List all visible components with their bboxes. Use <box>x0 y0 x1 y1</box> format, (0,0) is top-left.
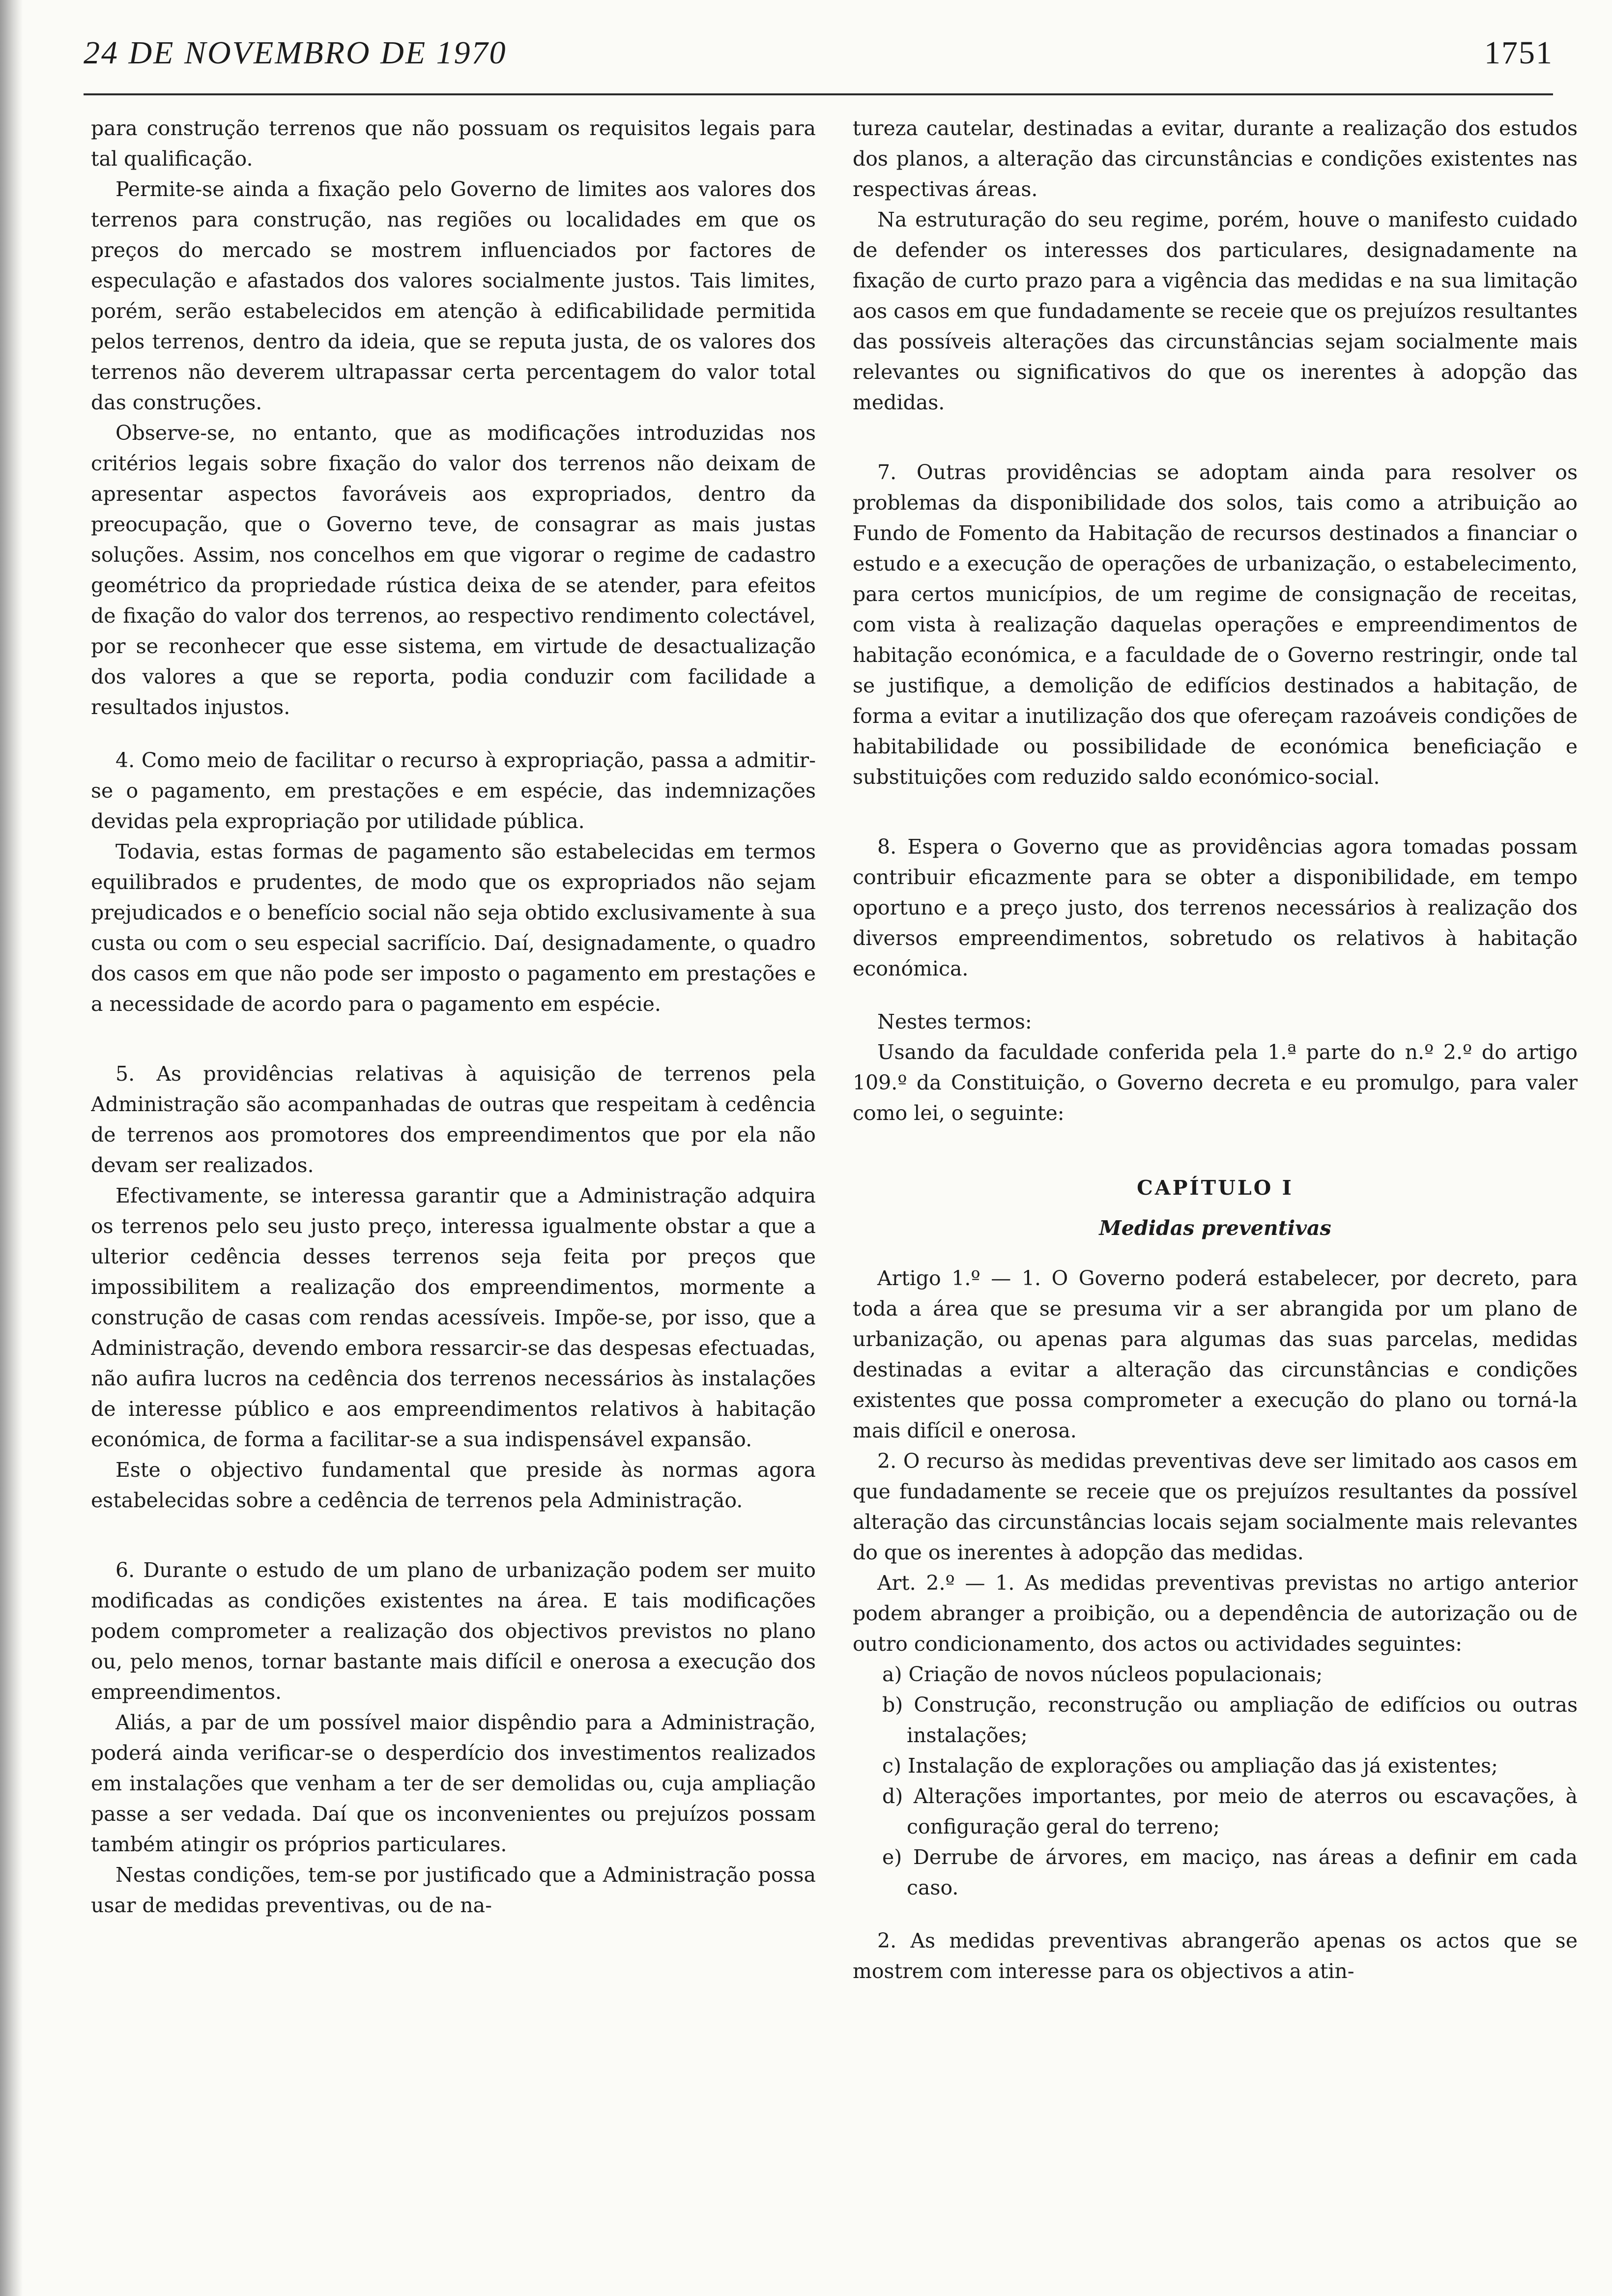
article-1-paragraph-2: 2. O recurso às medidas preventivas deve ser limitado aos casos em que fundadamente se receie que os prejuízos resultantes da possível alteração das circunstâncias locais sejam socialmente mais relevantes do que os inerentes à adopção das medidas. <box>853 1449 1578 1564</box>
paragraph: Na estruturação do seu regime, porém, houve o manifesto cuidado de defender os interesses dos particulares, designadamente na fixação de curto prazo para a vigência das medidas e na sua limitação aos casos em que fundadamente se receie que os prejuízos resultantes das possíveis alterações das circunstâncias sejam socialmente mais relevantes ou significativos do que os inerentes à adopção das medidas. <box>853 208 1578 414</box>
paragraph: Permite-se ainda a fixação pelo Governo de limites aos valores dos terrenos para construção, nas regiões ou localidades em que os preços do mercado se mostrem influenciados por factores de especulação e afastados dos valores socialmente justos. Tais limites, porém, serão estabelecidos em atenção à edificabilidade permitida pelos terrenos, dentro da ideia, que se reputa justa, de os valores dos terrenos não deverem ultrapassar certa percentagem do valor total das construções. <box>91 177 816 414</box>
section-paragraph-7: 7. Outras providências se adoptam ainda para resolver os problemas da disponibilidade dos solos, tais como a atribuição ao Fundo de Fomento da Habitação de recursos destinados a financiar o estudo e a execução de operações de urbanização, o estabelecimento, para certos municípios, de um regime de consignação de receitas, com vista à realização daquelas operações e empreendimentos de habitação económica, e a faculdade de o Governo restringir, onde tal se justifique, a demolição de edifícios destinados a habitação, de forma a evitar a inutilização dos que ofereçam razoáveis condições de habitabilidade ou possibilidade de económica beneficiação e substituições com reduzido saldo económico-social. <box>853 460 1578 789</box>
section-paragraph-4: 4. Como meio de facilitar o recurso à expropriação, passa a admitir-se o pagamento, em prestações e em espécie, das indemnizações devidas pela expropriação por utilidade pública. <box>91 748 816 833</box>
header-rule <box>84 93 1553 95</box>
section-paragraph-8: 8. Espera o Governo que as providências agora tomadas possam contribuir eficazmente para se obter a disponibilidade, em tempo oportuno e a preço justo, dos terrenos necessários à realização dos diversos empreendimentos, sobretudo os relativos à habitação económica. <box>853 835 1578 980</box>
running-header <box>84 34 1553 84</box>
scan-edge-shadow <box>0 0 23 2296</box>
paragraph: para construção terrenos que não possuam os requisitos legais para tal qualificação. <box>91 116 816 171</box>
paragraph: Nestas condições, tem-se por justificado que a Administração possa usar de medidas preventivas, ou de na- <box>91 1863 816 1917</box>
section-paragraph-5: 5. As providências relativas à aquisição de terrenos pela Administração são acompanhadas de outras que respeitam à cedência de terrenos aos promotores dos empreendimentos que por ela não devam ser realizados. <box>91 1062 816 1177</box>
enacting-clause: Usando da faculdade conferida pela 1.ª parte do n.º 2.º do artigo 109.º da Constituição, o Governo decreta e eu promulgo, para valer como lei, o seguinte: <box>853 1040 1578 1125</box>
page-number: 1751 <box>1484 35 1553 71</box>
chapter-subtitle: Medidas preventivas <box>1099 1216 1331 1240</box>
article-1-paragraph-1: Artigo 1.º — 1. O Governo poderá estabelecer, por decreto, para toda a área que se presuma vir a ser abrangida por um plano de urbanização, ou apenas para algumas das suas parcelas, medidas destinadas a evitar a alteração das circunstâncias e condições existentes que possa comprometer a execução do plano ou torná-la mais difícil e onerosa. <box>853 1266 1578 1442</box>
paragraph: tureza cautelar, destinadas a evitar, durante a realização dos estudos dos planos, a alteração das circunstâncias e condições existentes nas respectivas áreas. <box>853 116 1578 201</box>
list-item: b) Construção, reconstrução ou ampliação de edifícios ou outras instalações; <box>882 1693 1578 1747</box>
list-item: d) Alterações importantes, por meio de aterros ou escavações, à configuração geral do terreno; <box>882 1784 1578 1838</box>
paragraph: Este o objectivo fundamental que preside às normas agora estabelecidas sobre a cedência de terrenos pela Administração. <box>91 1458 816 1512</box>
list-item: e) Derrube de árvores, em maciço, nas áreas a definir em cada caso. <box>882 1845 1578 1899</box>
issue-date: 24 DE NOVEMBRO DE 1970 <box>84 35 507 71</box>
paragraph: Efectivamente, se interessa garantir que a Administração adquira os terrenos pelo seu justo preço, interessa igualmente obstar a que a ulterior cedência desses terrenos seja feita por preços que impossibilitem a realização dos empreendimentos, mormente a construção de casas com rendas acessíveis. Impõe-se, por isso, que a Administração, devendo embora ressarcir-se das despesas efectuadas, não aufira lucros na cedência dos terrenos necessários às instalações de interesse público e aos empreendimentos relativos à habitação económica, de forma a facilitar-se a sua indispensável expansão. <box>91 1184 816 1451</box>
section-paragraph-6: 6. Durante o estudo de um plano de urbanização podem ser muito modificadas as condições existentes na área. E tais modificações podem comprometer a realização dos objectivos previstos no plano ou, pelo menos, tornar bastante mais difícil e onerosa a execução dos empreendimentos. <box>91 1558 816 1704</box>
right-column <box>853 113 1578 2275</box>
chapter-heading: CAPÍTULO I <box>1137 1176 1294 1200</box>
article-2-paragraph-2: 2. As medidas preventivas abrangerão apenas os actos que se mostrem com interesse para os objectivos a atin- <box>853 1929 1578 1983</box>
list-item: a) Criação de novos núcleos populacionais; <box>882 1663 1323 1686</box>
paragraph: Observe-se, no entanto, que as modificações introduzidas nos critérios legais sobre fixação do valor dos terrenos não deixam de apresentar aspectos favoráveis aos expropriados, dentro da preocupação, que o Governo teve, de consagrar as mais justas soluções. Assim, nos concelhos em que vigorar o regime de cadastro geométrico da propriedade rústica deixa de se atender, para efeitos de fixação do valor dos terrenos, ao respectivo rendimento colectável, por se reconhecer que esse sistema, em virtude de desactualização dos valores a que se reporta, podia conduzir com facilidade a resultados injustos. <box>91 421 816 719</box>
paragraph: Aliás, a par de um possível maior dispêndio para a Administração, poderá ainda verificar-se o desperdício dos investimentos realizados em instalações que venham a ter de ser demolidas ou, cuja ampliação passe a ser vedada. Daí que os inconvenientes ou prejuízos possam também atingir os próprios particulares. <box>91 1711 816 1856</box>
paragraph: Nestes termos: <box>877 1010 1032 1033</box>
article-2-paragraph-1: Art. 2.º — 1. As medidas preventivas previstas no artigo anterior podem abranger a proibição, ou a dependência de autorização ou de outro condicionamento, dos actos ou actividades seguintes: <box>853 1571 1578 1656</box>
list-item: c) Instalação de explorações ou ampliação das já existentes; <box>882 1754 1498 1778</box>
paragraph: Todavia, estas formas de pagamento são estabelecidas em termos equilibrados e prudentes, de modo que os expropriados não sejam prejudicados e o benefício social não seja obtido exclusivamente à sua custa ou com o seu especial sacrifício. Daí, designadamente, o quadro dos casos em que não pode ser imposto o pagamento em prestações e a necessidade de acordo para o pagamento em espécie. <box>91 840 816 1016</box>
left-column <box>91 113 816 2275</box>
